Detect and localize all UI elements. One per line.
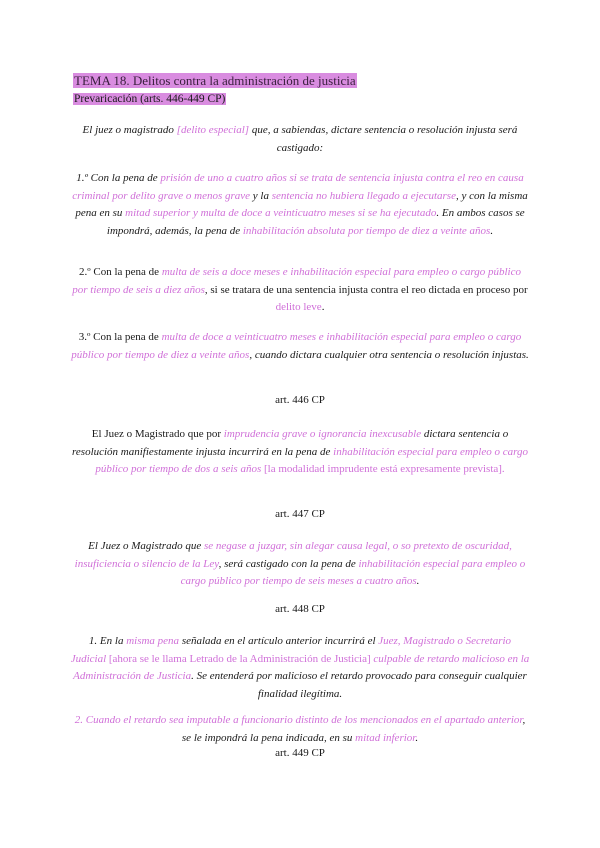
subtitle-text: Prevaricación (arts. 446-449 CP): [74, 93, 226, 105]
article-449-paragraph-1: 1. En la misma pena señalada en el artículo anterior incurrirá el Juez, Magistrado o Secretario Judicial [ahora se le llama Letrado de la Administración de Justicia] culpable de retardo malicioso en la Administración de Justicia. Se entenderá por malicioso el retardo provocado para conseguir cualquier finalidad ilegítima.: [70, 635, 530, 700]
article-446-label: art. 446 CP: [275, 394, 325, 406]
title-text: TEMA 18. Delitos contra la administración de justicia: [74, 73, 356, 88]
item-1-paragraph: 1.º Con la pena de prisión de uno a cuatro años si se trata de sentencia injusta contra el reo en causa criminal por delito grave o menos grave y la sentencia no hubiera llegado a ejecutarse, y con la misma pena en su mitad superior y multa de doce a veinticuatro meses si se ha ejecutado. En ambos casos se impondrá, además, la pena de inhabilitación absoluta por tiempo de diez a veinte años.: [72, 172, 528, 237]
article-449-label: art. 449 CP: [275, 747, 325, 759]
article-447-label: art. 447 CP: [275, 508, 325, 520]
article-448-paragraph: El Juez o Magistrado que se negase a juzgar, sin alegar causa legal, o so pretexto de oscuridad, insuficiencia o silencio de la Ley, será castigado con la pena de inhabilitación especial para empleo o cargo público por tiempo de seis meses a cuatro años.: [74, 540, 526, 587]
page-title: [73, 73, 357, 88]
article-448-label: art. 448 CP: [275, 603, 325, 615]
item-3-paragraph: 3.º Con la pena de multa de doce a veinticuatro meses e inhabilitación especial para empleo o cargo público por tiempo de diez a veinte años, cuando dictara cualquier otra sentencia o resolución injustas.: [71, 331, 529, 361]
intro-paragraph: El juez o magistrado [delito especial] que, a sabiendas, dictare sentencia o resolución injusta será castigado:: [82, 124, 518, 154]
article-449-paragraph-2: 2. Cuando el retardo sea imputable a funcionario distinto de los mencionados en el apartado anterior, se le impondrá la pena indicada, en su mitad inferior.: [74, 714, 526, 744]
page-subtitle: [73, 92, 226, 106]
item-2-paragraph: 2.º Con la pena de multa de seis a doce meses e inhabilitación especial para empleo o cargo público por tiempo de seis a diez años, si se tratara de una sentencia injusta contra el reo dictada en proceso por delito leve.: [72, 266, 528, 313]
article-447-paragraph: El Juez o Magistrado que por imprudencia grave o ignorancia inexcusable dictara sentencia o resolución manifiestamente injusta incurrirá en la pena de inhabilitación especial para empleo o cargo público por tiempo de dos a seis años [la modalidad imprudente está expresamente prevista].: [72, 428, 528, 475]
